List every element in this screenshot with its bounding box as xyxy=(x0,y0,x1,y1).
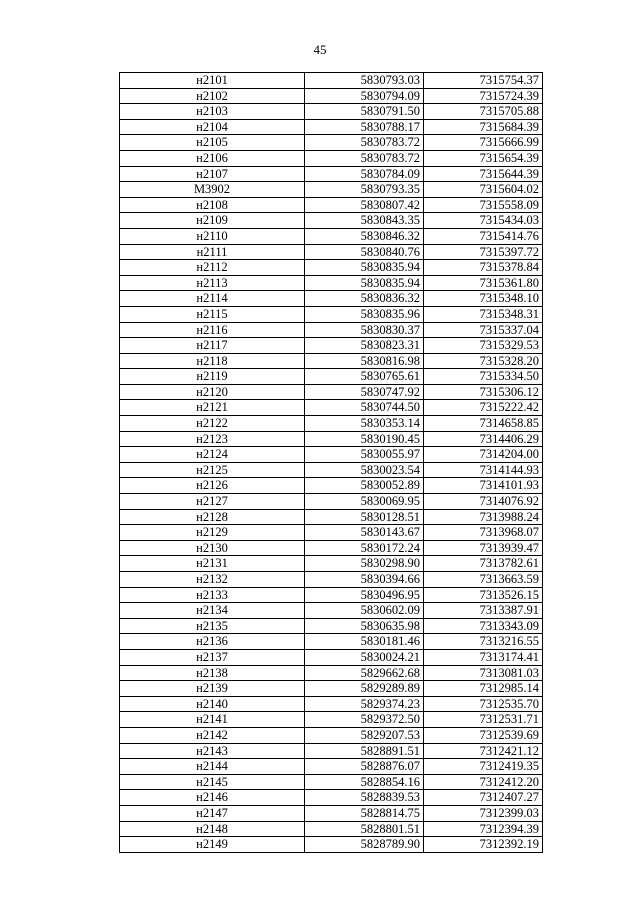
table-row xyxy=(120,384,543,400)
point-name-cell: н2137 xyxy=(120,649,305,665)
x-coordinate-cell: 5828801.51 xyxy=(305,821,424,837)
y-coordinate-cell: 7313081.03 xyxy=(424,665,543,681)
point-name-cell: н2128 xyxy=(120,509,305,525)
x-coordinate-cell: 5830181.46 xyxy=(305,634,424,650)
point-name-cell: н2119 xyxy=(120,369,305,385)
point-name-cell: н2132 xyxy=(120,572,305,588)
x-coordinate-cell: 5830791.50 xyxy=(305,104,424,120)
y-coordinate-cell: 7315754.37 xyxy=(424,73,543,89)
x-coordinate-cell: 5830807.42 xyxy=(305,197,424,213)
x-coordinate-cell: 5830846.32 xyxy=(305,228,424,244)
y-coordinate-cell: 7312412.20 xyxy=(424,774,543,790)
point-name-cell: н2113 xyxy=(120,275,305,291)
point-name-cell: н2108 xyxy=(120,197,305,213)
point-name-cell: н2111 xyxy=(120,244,305,260)
y-coordinate-cell: 7313387.91 xyxy=(424,603,543,619)
table-row xyxy=(120,696,543,712)
point-name-cell: н2141 xyxy=(120,712,305,728)
table-row xyxy=(120,837,543,853)
point-name-cell: н2124 xyxy=(120,447,305,463)
x-coordinate-cell: 5830190.45 xyxy=(305,431,424,447)
y-coordinate-cell: 7312985.14 xyxy=(424,681,543,697)
x-coordinate-cell: 5830793.03 xyxy=(305,73,424,89)
point-name-cell: н2114 xyxy=(120,291,305,307)
table-row xyxy=(120,150,543,166)
table-row xyxy=(120,228,543,244)
point-name-cell: М3902 xyxy=(120,182,305,198)
y-coordinate-cell: 7314101.93 xyxy=(424,478,543,494)
point-name-cell: н2109 xyxy=(120,213,305,229)
y-coordinate-cell: 7313526.15 xyxy=(424,587,543,603)
point-name-cell: н2148 xyxy=(120,821,305,837)
x-coordinate-cell: 5830835.94 xyxy=(305,260,424,276)
y-coordinate-cell: 7315604.02 xyxy=(424,182,543,198)
point-name-cell: н2147 xyxy=(120,805,305,821)
table-row xyxy=(120,400,543,416)
table-row xyxy=(120,166,543,182)
y-coordinate-cell: 7312407.27 xyxy=(424,790,543,806)
y-coordinate-cell: 7313663.59 xyxy=(424,572,543,588)
y-coordinate-cell: 7315397.72 xyxy=(424,244,543,260)
y-coordinate-cell: 7313988.24 xyxy=(424,509,543,525)
point-name-cell: н2130 xyxy=(120,540,305,556)
x-coordinate-cell: 5830794.09 xyxy=(305,88,424,104)
y-coordinate-cell: 7315644.39 xyxy=(424,166,543,182)
point-name-cell: н2142 xyxy=(120,727,305,743)
table-row xyxy=(120,88,543,104)
table-row xyxy=(120,634,543,650)
y-coordinate-cell: 7313343.09 xyxy=(424,618,543,634)
point-name-cell: н2145 xyxy=(120,774,305,790)
x-coordinate-cell: 5830843.35 xyxy=(305,213,424,229)
point-name-cell: н2134 xyxy=(120,603,305,619)
x-coordinate-cell: 5829207.53 xyxy=(305,727,424,743)
table-row xyxy=(120,509,543,525)
table-row xyxy=(120,447,543,463)
y-coordinate-cell: 7315434.03 xyxy=(424,213,543,229)
y-coordinate-cell: 7313968.07 xyxy=(424,525,543,541)
point-name-cell: н2120 xyxy=(120,384,305,400)
point-name-cell: н2112 xyxy=(120,260,305,276)
y-coordinate-cell: 7315361.80 xyxy=(424,275,543,291)
x-coordinate-cell: 5828814.75 xyxy=(305,805,424,821)
table-row xyxy=(120,649,543,665)
point-name-cell: н2107 xyxy=(120,166,305,182)
y-coordinate-cell: 7312421.12 xyxy=(424,743,543,759)
y-coordinate-cell: 7313216.55 xyxy=(424,634,543,650)
coordinates-table xyxy=(119,72,543,853)
table-row xyxy=(120,618,543,634)
y-coordinate-cell: 7315705.88 xyxy=(424,104,543,120)
point-name-cell: н2103 xyxy=(120,104,305,120)
x-coordinate-cell: 5829372.50 xyxy=(305,712,424,728)
point-name-cell: н2149 xyxy=(120,837,305,853)
y-coordinate-cell: 7314144.93 xyxy=(424,462,543,478)
x-coordinate-cell: 5830793.35 xyxy=(305,182,424,198)
x-coordinate-cell: 5830635.98 xyxy=(305,618,424,634)
table-row xyxy=(120,525,543,541)
x-coordinate-cell: 5830823.31 xyxy=(305,338,424,354)
point-name-cell: н2115 xyxy=(120,306,305,322)
x-coordinate-cell: 5830816.98 xyxy=(305,353,424,369)
x-coordinate-cell: 5829374.23 xyxy=(305,696,424,712)
point-name-cell: н2143 xyxy=(120,743,305,759)
y-coordinate-cell: 7312531.71 xyxy=(424,712,543,728)
x-coordinate-cell: 5830496.95 xyxy=(305,587,424,603)
table-row xyxy=(120,681,543,697)
point-name-cell: н2116 xyxy=(120,322,305,338)
y-coordinate-cell: 7312419.35 xyxy=(424,759,543,775)
table-row xyxy=(120,821,543,837)
table-row xyxy=(120,603,543,619)
y-coordinate-cell: 7314204.00 xyxy=(424,447,543,463)
table-row xyxy=(120,182,543,198)
y-coordinate-cell: 7315329.53 xyxy=(424,338,543,354)
point-name-cell: н2102 xyxy=(120,88,305,104)
y-coordinate-cell: 7312399.03 xyxy=(424,805,543,821)
y-coordinate-cell: 7312539.69 xyxy=(424,727,543,743)
y-coordinate-cell: 7315654.39 xyxy=(424,150,543,166)
x-coordinate-cell: 5830783.72 xyxy=(305,135,424,151)
table-row xyxy=(120,104,543,120)
point-name-cell: н2122 xyxy=(120,416,305,432)
y-coordinate-cell: 7315328.20 xyxy=(424,353,543,369)
table-row xyxy=(120,665,543,681)
table-row xyxy=(120,774,543,790)
y-coordinate-cell: 7315666.99 xyxy=(424,135,543,151)
table-row xyxy=(120,556,543,572)
x-coordinate-cell: 5830023.54 xyxy=(305,462,424,478)
x-coordinate-cell: 5830353.14 xyxy=(305,416,424,432)
y-coordinate-cell: 7315348.31 xyxy=(424,306,543,322)
point-name-cell: н2104 xyxy=(120,119,305,135)
table-row xyxy=(120,805,543,821)
table-row xyxy=(120,712,543,728)
table-row xyxy=(120,587,543,603)
x-coordinate-cell: 5830788.17 xyxy=(305,119,424,135)
x-coordinate-cell: 5830069.95 xyxy=(305,494,424,510)
y-coordinate-cell: 7312392.19 xyxy=(424,837,543,853)
x-coordinate-cell: 5830744.50 xyxy=(305,400,424,416)
y-coordinate-cell: 7314406.29 xyxy=(424,431,543,447)
y-coordinate-cell: 7312394.39 xyxy=(424,821,543,837)
x-coordinate-cell: 5830143.67 xyxy=(305,525,424,541)
point-name-cell: н2117 xyxy=(120,338,305,354)
x-coordinate-cell: 5830783.72 xyxy=(305,150,424,166)
table-row xyxy=(120,338,543,354)
y-coordinate-cell: 7315222.42 xyxy=(424,400,543,416)
point-name-cell: н2105 xyxy=(120,135,305,151)
point-name-cell: н2127 xyxy=(120,494,305,510)
table-row xyxy=(120,572,543,588)
x-coordinate-cell: 5830024.21 xyxy=(305,649,424,665)
point-name-cell: н2136 xyxy=(120,634,305,650)
y-coordinate-cell: 7315334.50 xyxy=(424,369,543,385)
x-coordinate-cell: 5828854.16 xyxy=(305,774,424,790)
x-coordinate-cell: 5830128.51 xyxy=(305,509,424,525)
point-name-cell: н2146 xyxy=(120,790,305,806)
x-coordinate-cell: 5830765.61 xyxy=(305,369,424,385)
table-row xyxy=(120,494,543,510)
y-coordinate-cell: 7315378.84 xyxy=(424,260,543,276)
table-row xyxy=(120,244,543,260)
point-name-cell: н2118 xyxy=(120,353,305,369)
y-coordinate-cell: 7315306.12 xyxy=(424,384,543,400)
table-row xyxy=(120,462,543,478)
y-coordinate-cell: 7315414.76 xyxy=(424,228,543,244)
x-coordinate-cell: 5830835.94 xyxy=(305,275,424,291)
x-coordinate-cell: 5830830.37 xyxy=(305,322,424,338)
point-name-cell: н2135 xyxy=(120,618,305,634)
y-coordinate-cell: 7313939.47 xyxy=(424,540,543,556)
table-row xyxy=(120,369,543,385)
x-coordinate-cell: 5830394.66 xyxy=(305,572,424,588)
table-row xyxy=(120,260,543,276)
table-row xyxy=(120,73,543,89)
x-coordinate-cell: 5828789.90 xyxy=(305,837,424,853)
x-coordinate-cell: 5830835.96 xyxy=(305,306,424,322)
point-name-cell: н2106 xyxy=(120,150,305,166)
point-name-cell: н2101 xyxy=(120,73,305,89)
y-coordinate-cell: 7315558.09 xyxy=(424,197,543,213)
table-row xyxy=(120,540,543,556)
page-number: 45 xyxy=(313,42,327,57)
x-coordinate-cell: 5830172.24 xyxy=(305,540,424,556)
x-coordinate-cell: 5830602.09 xyxy=(305,603,424,619)
point-name-cell: н2138 xyxy=(120,665,305,681)
x-coordinate-cell: 5828891.51 xyxy=(305,743,424,759)
table-row xyxy=(120,478,543,494)
coordinates-table-body xyxy=(120,73,543,853)
point-name-cell: н2140 xyxy=(120,696,305,712)
table-row xyxy=(120,727,543,743)
table-row xyxy=(120,353,543,369)
table-row xyxy=(120,790,543,806)
point-name-cell: н2131 xyxy=(120,556,305,572)
x-coordinate-cell: 5828839.53 xyxy=(305,790,424,806)
point-name-cell: н2125 xyxy=(120,462,305,478)
x-coordinate-cell: 5830055.97 xyxy=(305,447,424,463)
x-coordinate-cell: 5828876.07 xyxy=(305,759,424,775)
x-coordinate-cell: 5829662.68 xyxy=(305,665,424,681)
table-row xyxy=(120,431,543,447)
table-row xyxy=(120,322,543,338)
x-coordinate-cell: 5830298.90 xyxy=(305,556,424,572)
point-name-cell: н2139 xyxy=(120,681,305,697)
point-name-cell: н2121 xyxy=(120,400,305,416)
y-coordinate-cell: 7312535.70 xyxy=(424,696,543,712)
y-coordinate-cell: 7314658.85 xyxy=(424,416,543,432)
x-coordinate-cell: 5830052.89 xyxy=(305,478,424,494)
x-coordinate-cell: 5830784.09 xyxy=(305,166,424,182)
table-row xyxy=(120,119,543,135)
y-coordinate-cell: 7315684.39 xyxy=(424,119,543,135)
point-name-cell: н2123 xyxy=(120,431,305,447)
y-coordinate-cell: 7315348.10 xyxy=(424,291,543,307)
y-coordinate-cell: 7314076.92 xyxy=(424,494,543,510)
table-row xyxy=(120,135,543,151)
table-row xyxy=(120,759,543,775)
y-coordinate-cell: 7315337.04 xyxy=(424,322,543,338)
point-name-cell: н2144 xyxy=(120,759,305,775)
table-row xyxy=(120,197,543,213)
y-coordinate-cell: 7315724.39 xyxy=(424,88,543,104)
table-row xyxy=(120,306,543,322)
table-row xyxy=(120,275,543,291)
y-coordinate-cell: 7313782.61 xyxy=(424,556,543,572)
x-coordinate-cell: 5830840.76 xyxy=(305,244,424,260)
x-coordinate-cell: 5829289.89 xyxy=(305,681,424,697)
point-name-cell: н2129 xyxy=(120,525,305,541)
table-row xyxy=(120,743,543,759)
point-name-cell: н2126 xyxy=(120,478,305,494)
y-coordinate-cell: 7313174.41 xyxy=(424,649,543,665)
table-row xyxy=(120,291,543,307)
point-name-cell: н2133 xyxy=(120,587,305,603)
point-name-cell: н2110 xyxy=(120,228,305,244)
x-coordinate-cell: 5830836.32 xyxy=(305,291,424,307)
table-row xyxy=(120,213,543,229)
table-row xyxy=(120,416,543,432)
x-coordinate-cell: 5830747.92 xyxy=(305,384,424,400)
